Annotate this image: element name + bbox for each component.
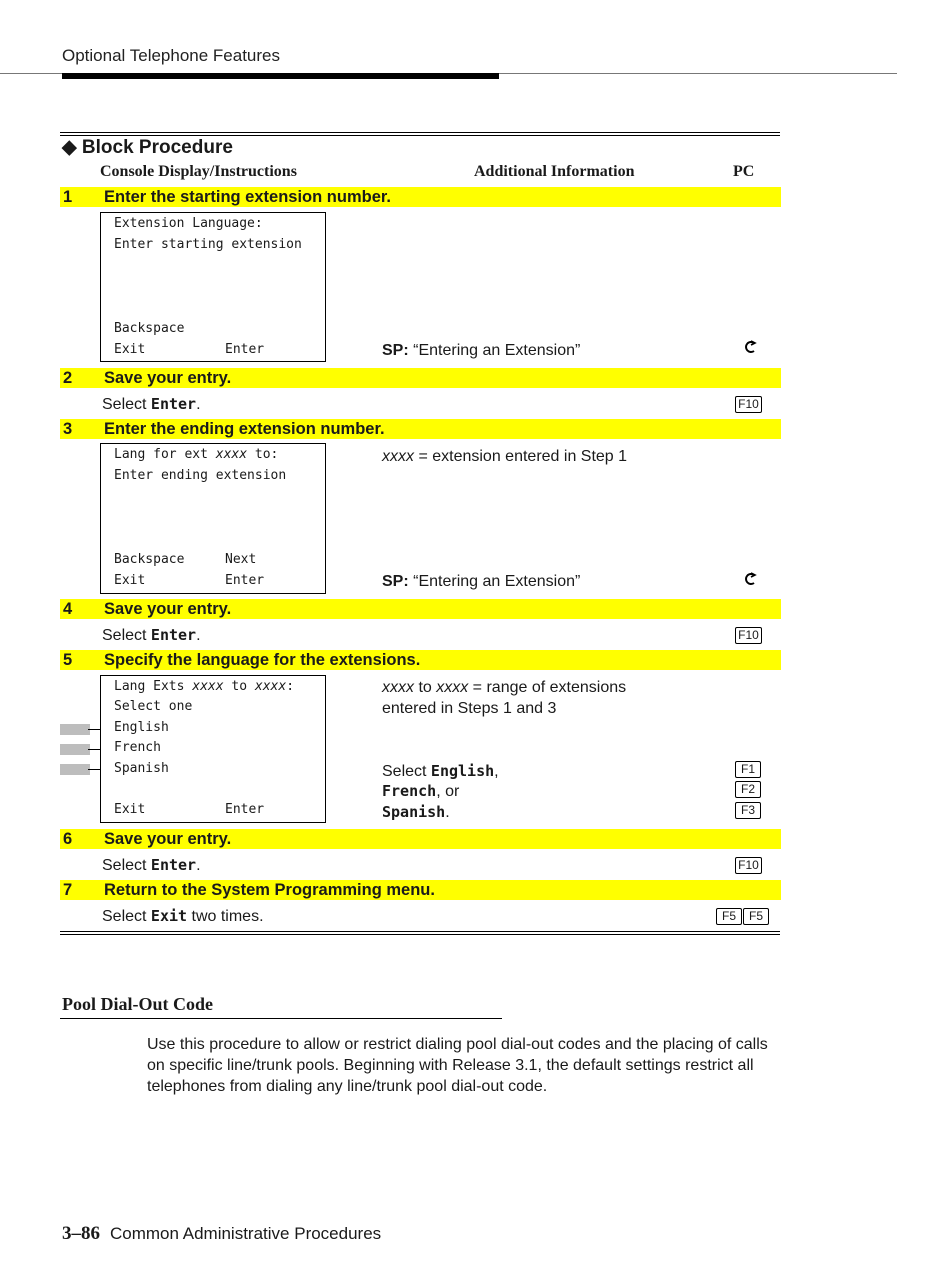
step-6-bar [60,829,781,849]
footer-title: Common Administrative Procedures [110,1224,382,1243]
display-line: Enter ending extension [114,468,287,483]
select-instruction: Spanish. [382,803,450,821]
section-rule [60,1018,502,1019]
function-key-f2: F2 [735,781,761,798]
console-display-step-1 [100,212,326,362]
marker-leader [88,769,100,770]
return-arrow-icon [741,340,757,354]
page-number: 3–86 [62,1223,100,1244]
step-number: 5 [63,651,73,669]
display-softkey: Exit [114,802,146,817]
column-header-console: Console Display/Instructions [100,163,297,180]
select-instruction: French, or [382,782,460,800]
display-softkey: Exit [114,573,146,588]
display-line: Lang for ext xxxx to: [114,447,279,462]
function-key-f10: F10 [735,857,762,874]
step-instruction: Save your entry. [104,600,232,618]
procedure-bottom-rule [60,931,780,935]
step-number: 4 [63,600,73,618]
diamond-bullet-icon: ◆ [62,137,77,158]
function-key-f1: F1 [735,761,761,778]
step-3-bar [60,419,781,439]
step-instruction: Enter the starting extension number. [104,188,391,206]
marker-leader [88,749,100,750]
step-instruction: Save your entry. [104,830,232,848]
section-body: Use this procedure to allow or restrict dialing pool dial-out codes and the placing of calls on specific line/trunk pools. Beginning with Release 3.1, the default settings restrict all telephones from dialing any line/trunk pool dial-out code. [147,1036,768,1095]
step-2-bar [60,368,781,388]
function-key-f10: F10 [735,627,762,644]
display-option-spanish: Spanish [114,761,169,776]
display-softkey: Backspace [114,321,185,336]
console-display-step-5 [100,675,326,823]
display-line: Extension Language: [114,216,263,231]
marker-leader [88,729,100,730]
step-instruction: Save your entry. [104,369,232,387]
return-arrow-icon [741,572,757,586]
step-5-bar [60,650,781,670]
display-line: Select one [114,699,193,714]
function-key-f5: F5 [716,908,742,925]
header-bar [62,73,499,79]
function-key-f5: F5 [743,908,769,925]
select-instruction: Select English, [382,762,499,780]
info-reference: SP: “Entering an Extension” [382,342,581,359]
select-instruction: Select Exit two times. [102,907,264,925]
display-line: Enter starting extension [114,237,302,252]
step-number: 1 [63,188,73,206]
display-softkey: Enter [225,802,265,817]
step-instruction: Specify the language for the extensions. [104,651,421,669]
step-7-bar [60,880,781,900]
selection-marker [60,764,90,775]
step-number: 3 [63,420,73,438]
display-option-english: English [114,720,169,735]
selection-marker [60,744,90,755]
step-1-bar [60,187,781,207]
section-title: Pool Dial-Out Code [62,994,213,1014]
step-4-bar [60,599,781,619]
display-line: Lang Exts xxxx to xxxx: [114,679,295,694]
step-instruction: Return to the System Programming menu. [104,881,435,899]
function-key-f3: F3 [735,802,761,819]
display-softkey: Enter [225,342,265,357]
procedure-title: ◆ Block Procedure [62,137,233,158]
select-instruction: Select Enter. [102,626,201,644]
function-key-f10: F10 [735,396,762,413]
info-note: xxxx to xxxx = range of extensions [382,679,627,696]
info-note: xxxx = extension entered in Step 1 [382,448,628,465]
display-softkey: Next [225,552,257,567]
display-softkey: Backspace [114,552,185,567]
display-softkey: Exit [114,342,146,357]
display-option-french: French [114,740,161,755]
column-header-pc: PC [733,163,755,180]
select-instruction: Select Enter. [102,856,201,874]
display-softkey: Enter [225,573,265,588]
selection-marker [60,724,90,735]
step-number: 6 [63,830,73,848]
info-note-continued: entered in Steps 1 and 3 [382,700,557,717]
column-header-additional: Additional Information [474,163,635,180]
step-number: 7 [63,881,73,899]
step-instruction: Enter the ending extension number. [104,420,385,438]
step-number: 2 [63,369,73,387]
select-instruction: Select Enter. [102,395,201,413]
info-reference: SP: “Entering an Extension” [382,573,581,590]
console-display-step-3 [100,443,326,594]
page-footer [62,1223,381,1245]
running-header: Optional Telephone Features [62,46,281,65]
